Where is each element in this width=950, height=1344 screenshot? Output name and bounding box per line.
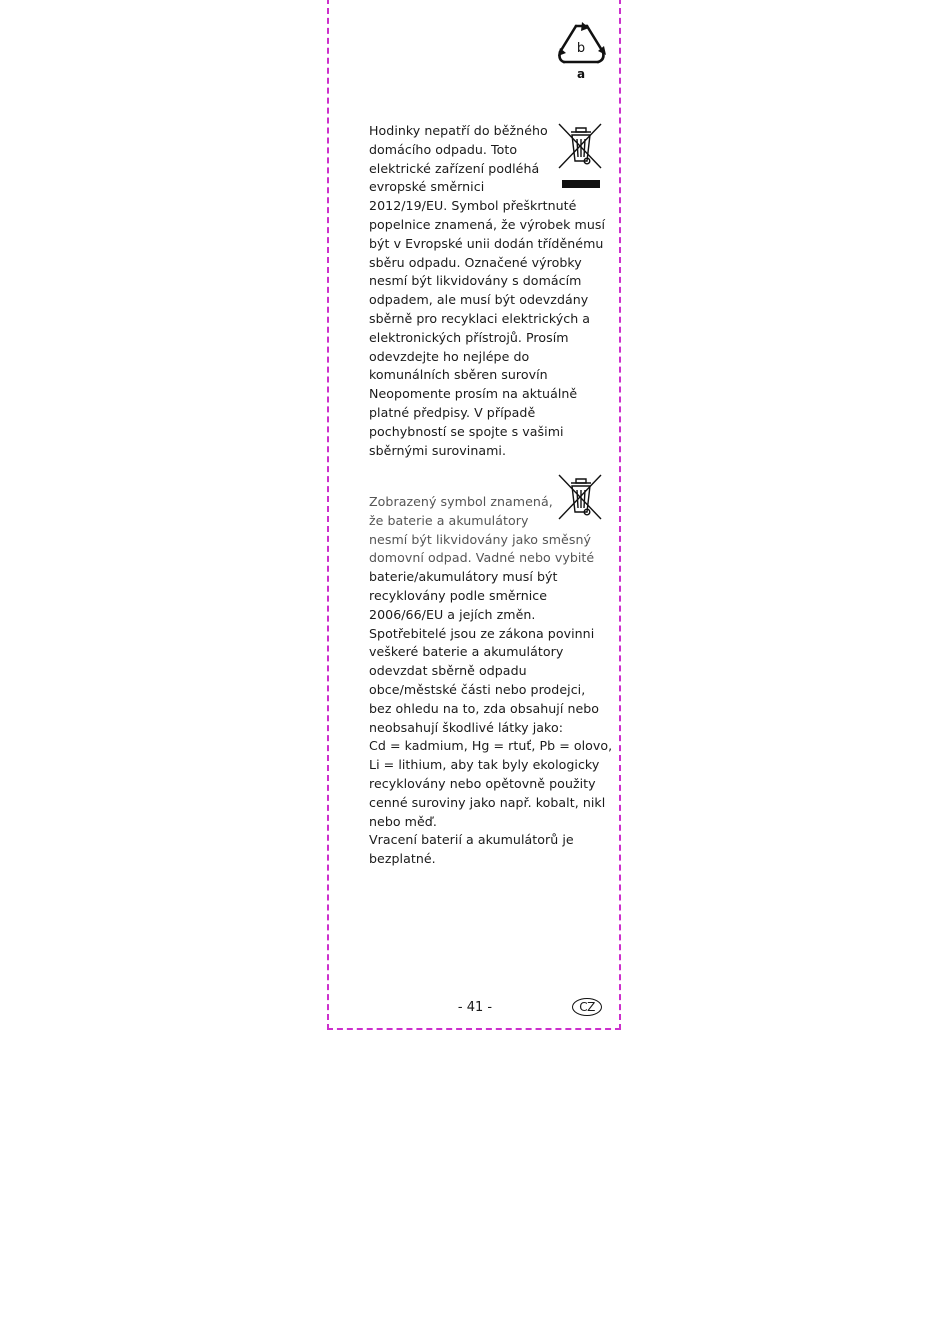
text-line: recyklovány nebo opětovně použity xyxy=(369,775,596,791)
text-line: Spotřebitelé jsou ze zákona povinni xyxy=(369,625,595,641)
text-line: baterie/akumulátory musí být xyxy=(369,569,558,585)
recycling-triangle-icon xyxy=(556,20,606,82)
text-line: 2012/19/EU. Symbol přeškrtnuté xyxy=(369,198,577,214)
language-badge: CZ xyxy=(572,998,602,1016)
text-line: domovní odpad. Vadné nebo vybité xyxy=(369,550,595,566)
text-line: sběrnými surovinami. xyxy=(369,442,507,458)
text-line: být v Evropské unii dodán tříděnému xyxy=(369,235,604,251)
text-line: domácího odpadu. Toto xyxy=(369,141,518,157)
recycling-bottom-letter: a xyxy=(576,67,586,81)
text-line: pochybností se spojte s vašimi xyxy=(369,423,564,439)
text-line: Vracení baterií a akumulátorů je xyxy=(369,832,574,848)
page-number: - 41 - xyxy=(457,1000,493,1015)
text-line: elektronických přístrojů. Prosím xyxy=(369,329,569,345)
text-line: obce/městské části nebo prodejci, xyxy=(369,681,586,697)
text-line: recyklovány podle směrnice xyxy=(369,587,548,603)
recycling-top-letter: b xyxy=(576,41,586,56)
text-line: Cd = kadmium, Hg = rtuť, Pb = olovo, xyxy=(369,738,613,754)
text-line: komunálních sběren surovín xyxy=(369,367,548,383)
text-line: Zobrazený symbol znamená, xyxy=(369,494,553,509)
text-line: že baterie a akumulátory xyxy=(369,512,529,528)
weee-disposal-paragraph xyxy=(369,122,605,460)
text-line: bezplatné. xyxy=(369,851,436,867)
text-line: nesmí být likvidovány s domácím xyxy=(369,273,582,289)
text-line: evropské směrnici xyxy=(369,179,485,195)
battery-disposal-paragraph xyxy=(369,493,613,869)
text-line: cenné suroviny jako např. kobalt, nikl xyxy=(369,794,606,810)
text-line: odevzdat sběrně odpadu xyxy=(369,663,527,679)
text-line: Li = lithium, aby tak byly ekologicky xyxy=(369,757,600,773)
text-line: neobsahují škodlivé látky jako: xyxy=(369,719,563,735)
text-line: sběru odpadu. Označené výrobky xyxy=(369,254,582,270)
text-line: 2006/66/EU a jejích změn. xyxy=(369,606,536,622)
text-line: odpadem, ale musí být odevzdány xyxy=(369,292,589,308)
text-line: veškeré baterie a akumulátory xyxy=(369,644,564,660)
text-line: sběrně pro recyklaci elektrických a xyxy=(369,310,591,326)
text-line: nesmí být likvidovány jako směsný xyxy=(369,531,591,547)
text-line: Hodinky nepatří do běžného xyxy=(369,123,548,138)
text-line: Neopomente prosím na aktuálně xyxy=(369,386,578,402)
text-line: platné předpisy. V případě xyxy=(369,404,536,420)
text-line: bez ohledu na to, zda obsahují nebo xyxy=(369,700,600,716)
text-line: elektrické zařízení podléhá xyxy=(369,160,540,176)
text-line: odevzdejte ho nejlépe do xyxy=(369,348,530,364)
text-line: nebo měď. xyxy=(369,813,437,829)
text-line: popelnice znamená, že výrobek musí xyxy=(369,216,606,232)
